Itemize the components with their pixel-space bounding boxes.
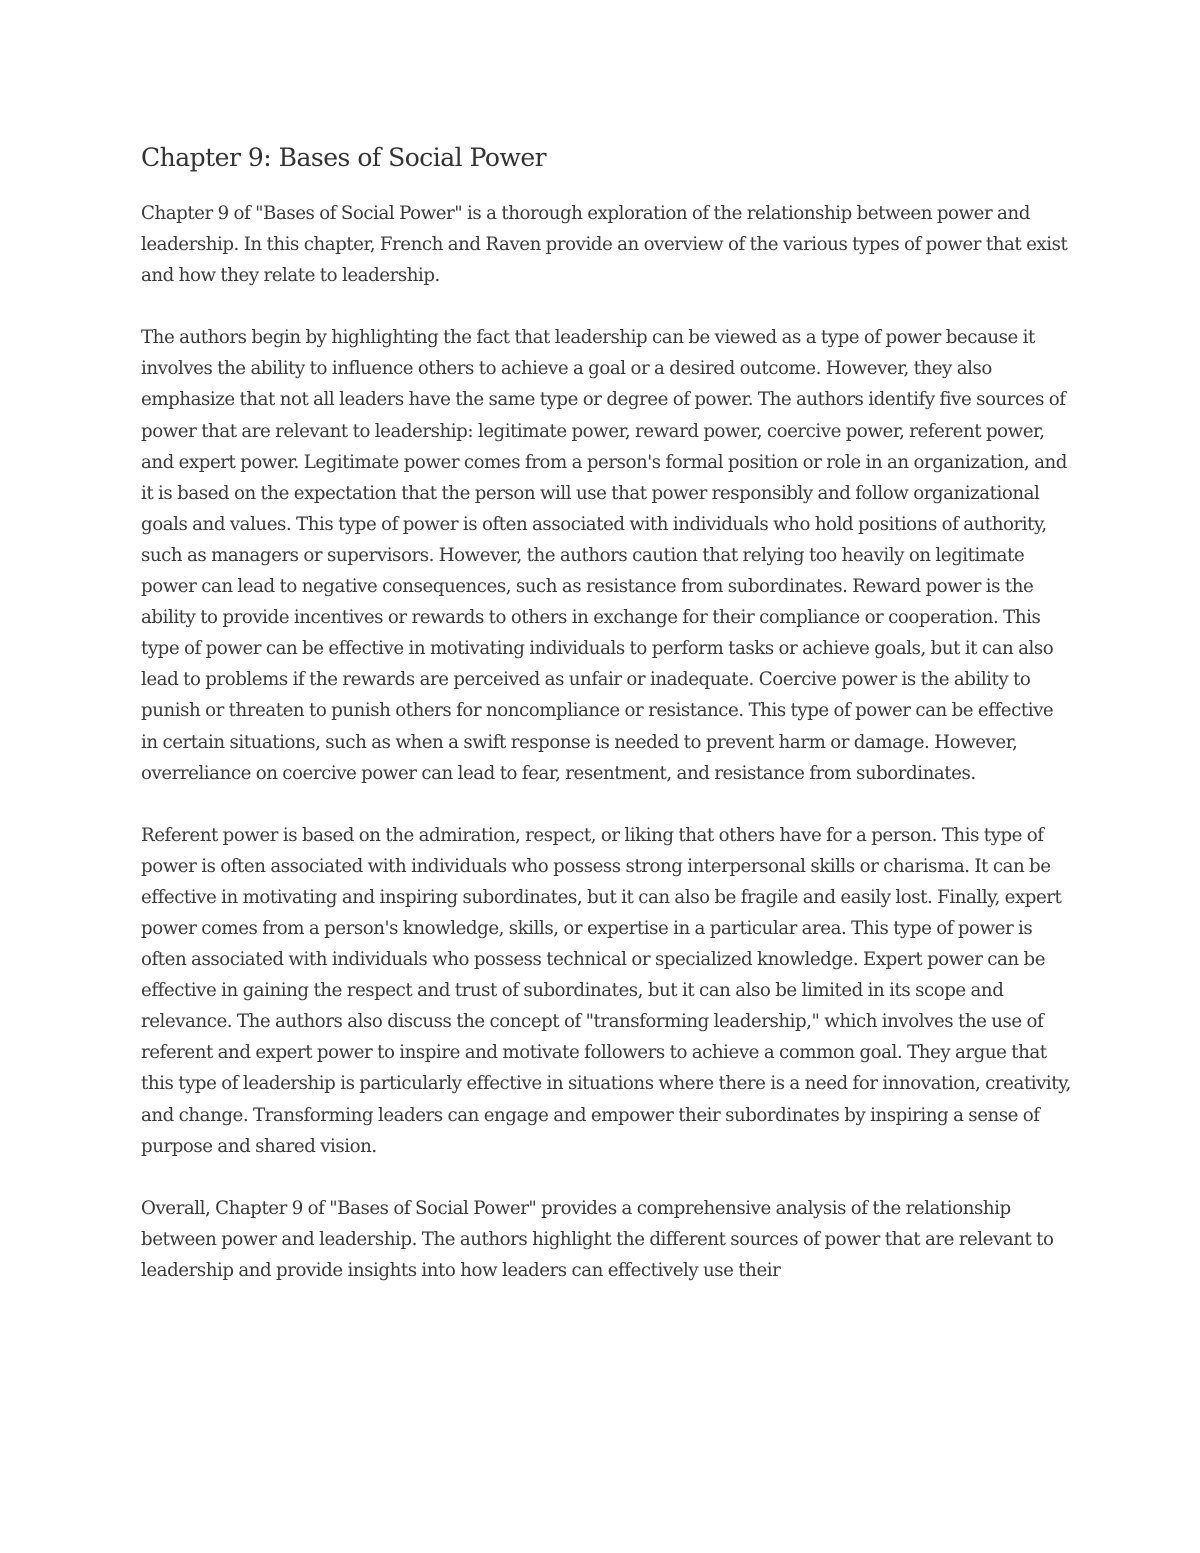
paragraph-intro: Chapter 9 of "Bases of Social Power" is a thorough exploration of the relationship between power and leadership. In this chapter, French and Raven provide an overview of the various types of power that exist and how they relate to leadership. (141, 203, 1068, 287)
document-title: Chapter 9: Bases of Social Power (141, 143, 547, 172)
paragraph-power-sources: The authors begin by highlighting the fact that leadership can be viewed as a type of power because it involves the ability to influence others to achieve a goal or a desired outcome. However, they also emphasize that not all leaders have the same type or degree of power. The authors identify five sources of power that are relevant to leadership: legitimate power, reward power, coercive power, referent power, and expert power. Legitimate power comes from a person's formal position or role in an organization, and it is based on the expectation that the person will use that power responsibly and follow organizational goals and values. This type of power is often associated with individuals who hold positions of authority, such as managers or supervisors. However, the authors caution that relying too heavily on legitimate power can lead to negative consequences, such as resistance from subordinates. Reward power is the ability to provide incentives or rewards to others in exchange for their compliance or cooperation. This type of power can be effective in motivating individuals to perform tasks or achieve goals, but it can also lead to problems if the rewards are perceived as unfair or inadequate. Coercive power is the ability to punish or threaten to punish others for noncompliance or resistance. This type of power can be effective in certain situations, such as when a swift response is needed to prevent harm or damage. However, overreliance on coercive power can lead to fear, resentment, and resistance from subordinates. (141, 327, 1067, 784)
paragraph-referent-expert: Referent power is based on the admiration, respect, or liking that others have for a person. This type of power is often associated with individuals who possess strong interpersonal skills or charisma. It can be effective in motivating and inspiring subordinates, but it can also be fragile and easily lost. Finally, expert power comes from a person's knowledge, skills, or expertise in a particular area. This type of power is often associated with individuals who possess technical or specialized knowledge. Expert power can be effective in gaining the respect and trust of subordinates, but it can also be limited in its scope and relevance. The authors also discuss the concept of "transforming leadership," which involves the use of referent and expert power to inspire and motivate followers to achieve a common goal. They argue that this type of leadership is particularly effective in situations where there is a need for innovation, creativity, and change. Transforming leaders can engage and empower their subordinates by inspiring a sense of purpose and shared vision. (141, 824, 1071, 1157)
document-body (141, 138, 1071, 1317)
paragraph-overall: Overall, Chapter 9 of "Bases of Social Power" provides a comprehensive analysis of the relationship between power and leadership. The authors highlight the different sources of power that are relevant to leadership and provide insights into how leaders can effectively use their (141, 1197, 1054, 1281)
